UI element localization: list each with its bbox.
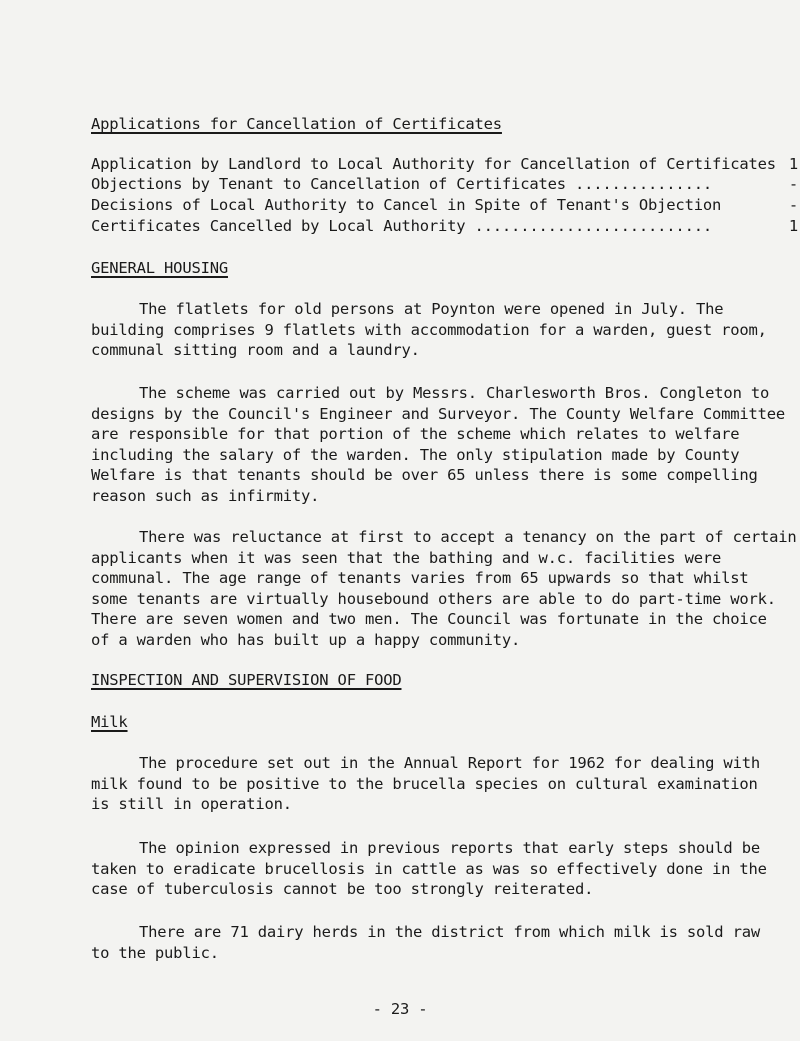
cancellation-row-value: - bbox=[788, 175, 798, 193]
cancellation-row: Application by Landlord to Local Authority for Cancellation of Certificates bbox=[91, 155, 776, 173]
paragraph-line: There was reluctance at first to accept a tenancy on the part of certain bbox=[139, 528, 797, 546]
paragraph-line: designs by the Council's Engineer and Surveyor. The County Welfare Committee bbox=[91, 404, 786, 423]
milk-subheading: Milk bbox=[91, 713, 128, 731]
paragraph-line: The procedure set out in the Annual Report for 1962 for dealing with bbox=[139, 754, 760, 772]
paragraph-line: There are 71 dairy herds in the district from which milk is sold raw bbox=[139, 923, 760, 941]
paragraph-line: The scheme was carried out by Messrs. Charlesworth Bros. Congleton to bbox=[139, 384, 770, 402]
paragraph-line: applicants when it was seen that the bathing and w.c. facilities were bbox=[91, 548, 722, 567]
paragraph-line: There are seven women and two men. The Council was fortunate in the choice bbox=[91, 610, 767, 628]
general-housing-heading: GENERAL HOUSING bbox=[91, 259, 228, 277]
paragraph-line: communal. The age range of tenants varies from 65 upwards so that whilst bbox=[91, 569, 749, 587]
paragraph-line: communal sitting room and a laundry. bbox=[91, 341, 420, 359]
paragraph-line: The flatlets for old persons at Poynton were opened in July. The bbox=[139, 300, 724, 318]
cancellation-row-value: 1 bbox=[788, 155, 798, 173]
cancellation-heading: Applications for Cancellation of Certificates bbox=[91, 115, 502, 133]
paragraph-line: is still in operation. bbox=[91, 795, 292, 813]
paragraph-line: some tenants are virtually housebound others are able to do part-time work. bbox=[91, 589, 776, 608]
paragraph-line: The opinion expressed in previous reports that early steps should be bbox=[139, 839, 760, 857]
paragraph bbox=[91, 838, 800, 900]
paragraph-line: building comprises 9 flatlets with accommodation for a warden, guest room, bbox=[91, 320, 767, 339]
cancellation-row: Objections by Tenant to Cancellation of Certificates ............... bbox=[91, 175, 712, 193]
paragraph-line: taken to eradicate brucellosis in cattle as was so effectively done in the bbox=[91, 859, 767, 878]
paragraph-line: including the salary of the warden. The only stipulation made by County bbox=[91, 445, 740, 464]
paragraph-line: case of tuberculosis cannot be too strongly reiterated. bbox=[91, 880, 594, 898]
paragraph-line: reason such as infirmity. bbox=[91, 486, 320, 505]
paragraph-line: to the public. bbox=[91, 943, 219, 962]
cancellation-row: Decisions of Local Authority to Cancel in Spite of Tenant's Objection bbox=[91, 196, 722, 214]
cancellation-row-value: - bbox=[788, 196, 798, 214]
paragraph-line: milk found to be positive to the brucella species on cultural examination bbox=[91, 774, 758, 793]
paragraph bbox=[91, 299, 800, 361]
paragraph bbox=[91, 383, 800, 506]
paragraph bbox=[91, 753, 800, 815]
paragraph-line: Welfare is that tenants should be over 65 unless there is some compelling bbox=[91, 466, 758, 484]
cancellation-row: Certificates Cancelled by Local Authority .......................... bbox=[91, 217, 712, 235]
cancellation-row-value: 1 bbox=[788, 217, 798, 235]
paragraph bbox=[91, 527, 800, 650]
paragraph-line: are responsible for that portion of the scheme which relates to welfare bbox=[91, 425, 740, 443]
inspection-heading: INSPECTION AND SUPERVISION OF FOOD bbox=[91, 671, 402, 689]
paragraph-line: of a warden who has built up a happy community. bbox=[91, 630, 521, 649]
page-number: - 23 - bbox=[372, 1000, 428, 1018]
paragraph bbox=[91, 922, 800, 963]
